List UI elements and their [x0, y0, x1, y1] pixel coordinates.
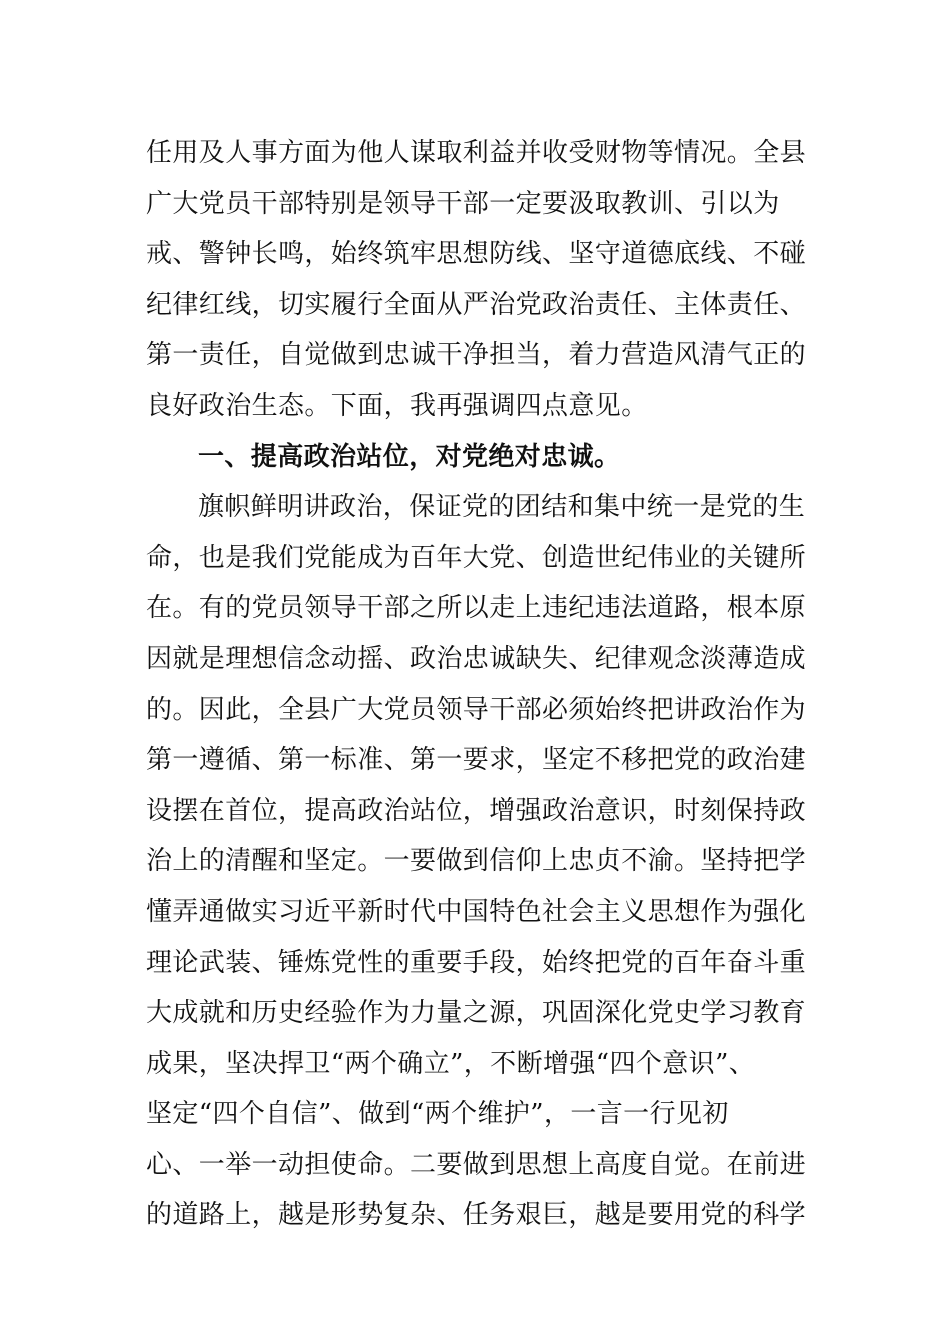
text-line: 因就是理想信念动摇、政治忠诚缺失、纪律观念淡薄造成: [146, 643, 807, 674]
paragraph-first-line: 旗帜鲜明讲政治，保证党的团结和集中统一是党的生: [198, 492, 806, 523]
text-line: 第一责任，自觉做到忠诚干净担当，着力营造风清气正的: [146, 340, 807, 371]
text-line: 在。有的党员领导干部之所以走上违纪违法道路，根本原: [146, 593, 807, 624]
text-line: 大成就和历史经验作为力量之源，巩固深化党史学习教育: [146, 998, 807, 1029]
text-line: 的。因此，全县广大党员领导干部必须始终把讲政治作为: [146, 694, 807, 725]
text-line: 任用及人事方面为他人谋取利益并收受财物等情况。全县: [146, 138, 807, 168]
text-line: 戒、警钟长鸣，始终筑牢思想防线、坚守道德底线、不碰: [146, 239, 807, 270]
text-line: 懂弄通做实习近平新时代中国特色社会主义思想作为强化: [146, 896, 807, 927]
text-line: 的道路上，越是形势复杂、任务艰巨，越是要用党的科学: [146, 1200, 807, 1231]
text-line: 心、一举一动担使命。二要做到思想上高度自觉。在前进: [146, 1149, 807, 1180]
document-body: [146, 128, 807, 1241]
text-line: 广大党员干部特别是领导干部一定要汲取教训、引以为: [146, 188, 780, 219]
text-line: 第一遵循、第一标准、第一要求，坚定不移把党的政治建: [146, 745, 807, 776]
text-line: 坚定“四个自信”、做到“两个维护”，一言一行见初: [146, 1099, 729, 1130]
section-heading: 一、提高政治站位，对党绝对忠诚。: [198, 441, 621, 472]
text-line: 设摆在首位，提高政治站位，增强政治意识，时刻保持政: [146, 795, 807, 826]
text-line: 良好政治生态。下面，我再强调四点意见。: [146, 390, 648, 421]
text-line: 治上的清醒和坚定。一要做到信仰上忠贞不渝。坚持把学: [146, 846, 807, 877]
text-line: 成果，坚决捍卫“两个确立”，不断增强“四个意识”、: [146, 1048, 756, 1079]
text-line: 命，也是我们党能成为百年大党、创造世纪伟业的关键所: [146, 542, 807, 573]
text-line: 理论武装、锤炼党性的重要手段，始终把党的百年奋斗重: [146, 947, 807, 978]
text-line: 纪律红线，切实履行全面从严治党政治责任、主体责任、: [146, 289, 807, 320]
